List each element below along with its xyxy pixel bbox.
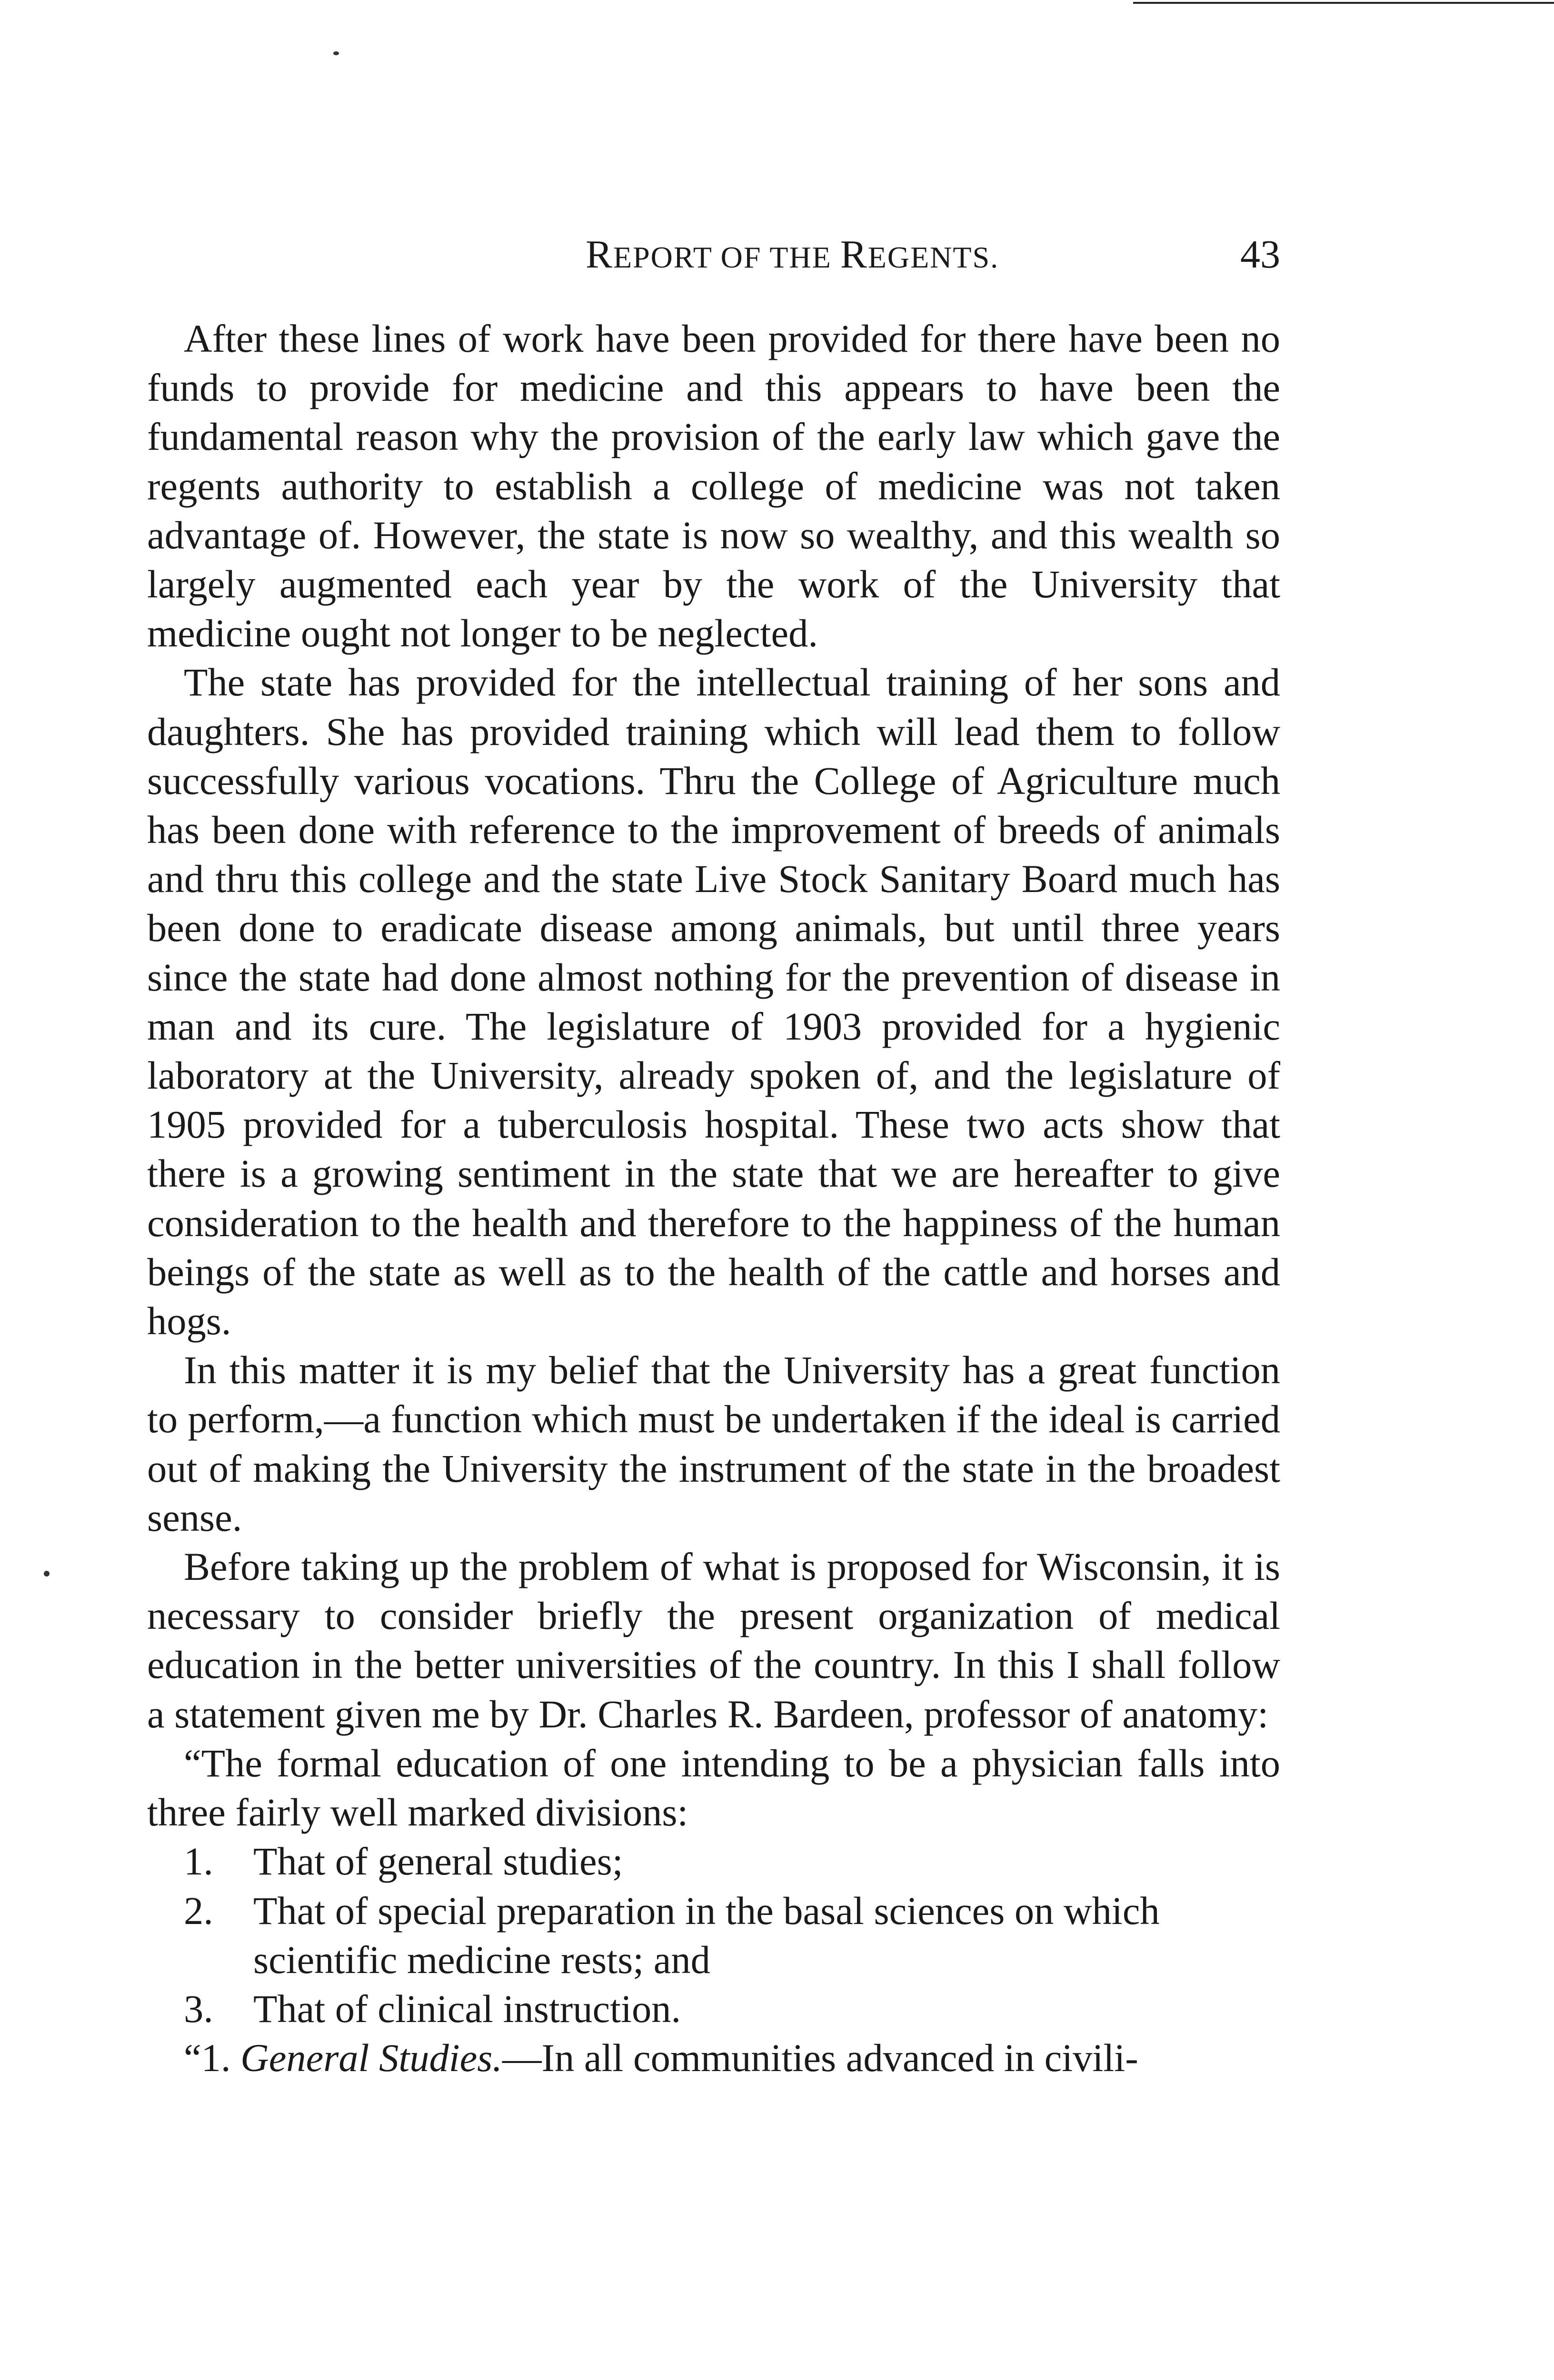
list-number: 1.: [184, 1839, 213, 1884]
running-head-initial: R: [840, 232, 868, 277]
list-number: 2.: [184, 1888, 213, 1933]
running-head-initial: R: [585, 232, 613, 277]
divisions-list: [147, 1837, 1280, 2033]
list-number: 3.: [184, 1986, 213, 2031]
print-speck: [44, 1571, 50, 1577]
list-text: That of general studies;: [253, 1839, 623, 1884]
running-head-word: EGENTS.: [867, 240, 999, 274]
page-number: 43: [1240, 232, 1280, 277]
section-number: “1.: [184, 2036, 241, 2080]
paragraph: Before taking up the problem of what is proposed for Wisconsin, it is necessary to consider briefly the present organization of medical education in the better universities of the country. In this I shall follow a statement given me by Dr. Charles R. Bardeen, professor of anatomy:: [147, 1545, 1280, 1736]
section-text: —In all communities advanced in civili-: [502, 2036, 1138, 2080]
page-edge-rule: [1133, 2, 1554, 4]
section-heading: General Studies.: [240, 2036, 503, 2080]
list-text: That of special preparation in the basal sciences on which scientific medicine rests; and: [253, 1888, 1160, 1982]
page-header: [147, 224, 1280, 286]
list-item: [147, 1886, 1280, 1984]
list-text: That of clinical instruction.: [253, 1986, 681, 2031]
paragraph: In this matter it is my belief that the University has a great function to perform,—a function which must be undertaken if the ideal is carried out of making the University the instrument of the state in the broadest sense.: [147, 1348, 1280, 1539]
body-text: [147, 314, 1280, 2082]
quote-paragraph: “The formal education of one intending to be a physician falls into three fairly well marked divisions:: [147, 1741, 1280, 1835]
list-item: [147, 1837, 1280, 1886]
print-speck: [333, 51, 339, 55]
paragraph: After these lines of work have been provided for there have been no funds to provide for medicine and this appears to have been the fundamental reason why the provision of the early law which gave the regents authority to establish a college of medicine was not taken advantage of. However, the state is now so wealthy, and this wealth so largely augmented each year by the work of the University that medicine ought not longer to be neglected.: [147, 317, 1280, 655]
running-head: [483, 224, 1102, 288]
running-head-word: EPORT OF THE: [613, 240, 840, 274]
paragraph: The state has provided for the intellectual training of her sons and daughters. She has provided training which will lead them to follow successfully various vocations. Thru the College of Agriculture much has been done with reference to the improvement of breeds of animals and thru this college and the state Live Stock Sanitary Board much has been done to eradicate disease among animals, but until three years since the state had done almost nothing for the prevention of disease in man and its cure. The legislature of 1903 provided for a hygienic laboratory at the University, already spoken of, and the legislature of 1905 provided for a tuberculosis hospital. These two acts show that there is a growing sentiment in the state that we are hereafter to give consideration to the health and therefore to the happiness of the human beings of the state as well as to the health of the cattle and horses and hogs.: [147, 660, 1280, 1343]
section-start-line: [147, 2033, 1280, 2082]
list-item: [147, 1984, 1280, 2033]
